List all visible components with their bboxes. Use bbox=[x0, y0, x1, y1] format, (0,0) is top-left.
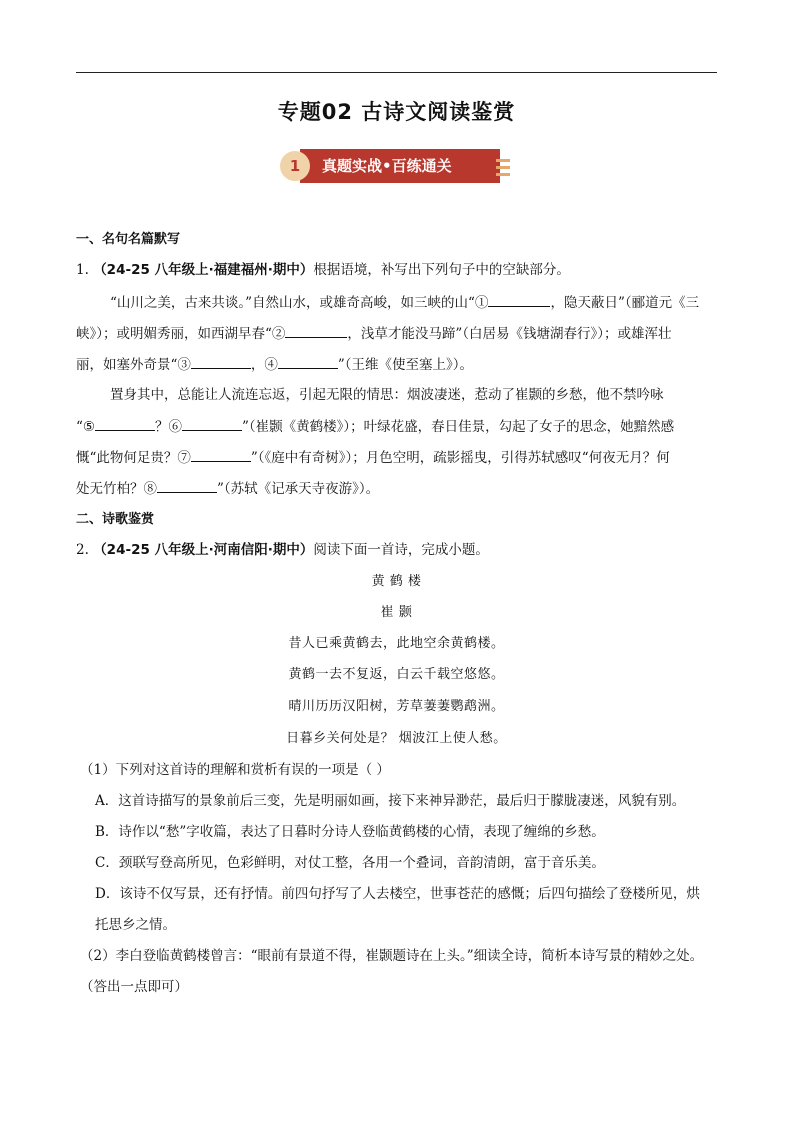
text-segment: ”（《庭中有奇树》）；月色空明，疏影摇曳，引得苏轼感叹“何夜无月？何 bbox=[250, 450, 670, 466]
poem-author: 崔 颢 bbox=[380, 605, 413, 620]
text-segment: ，④ bbox=[250, 357, 278, 373]
banner-decoration bbox=[496, 159, 510, 162]
q1-text-line bbox=[76, 354, 726, 375]
q1-text-line bbox=[110, 292, 760, 313]
option-a[interactable]: A．这首诗描写的景象前后三变，先是明丽如画，接下来神异渺茫，最后归于朦胧凄迷，风貌有别。 bbox=[95, 793, 686, 809]
text-segment: ”（王维《使至塞上》）。 bbox=[337, 357, 474, 373]
text-segment: ？⑥ bbox=[155, 419, 183, 435]
text-segment: 慨“此物何足贵？⑦ bbox=[76, 450, 191, 466]
answer-blank-7[interactable] bbox=[191, 447, 251, 462]
text-segment: ”（崔颢《黄鹤楼》）；叶绿花盛，春日佳景，勾起了女子的思念，她黯然感 bbox=[242, 419, 675, 435]
sub-question-2: （2）李白登临黄鹤楼曾言：“眼前有景道不得，崔颢题诗在上头。”细读全诗，简析本诗写景的精妙之处。 bbox=[80, 948, 704, 964]
banner-number-badge: 1 bbox=[280, 151, 310, 181]
answer-blank-5[interactable] bbox=[95, 416, 155, 431]
banner-label: 真题实战•百练通关 bbox=[322, 157, 452, 175]
question-source: （24-25 八年级上·河南信阳·期中） bbox=[93, 542, 314, 558]
sub-question-2-note: （答出一点即可） bbox=[80, 979, 188, 995]
answer-blank-3[interactable] bbox=[191, 354, 251, 369]
text-segment: “⑤ bbox=[76, 419, 96, 435]
text-segment: “山川之美，古来共谈。”自然山水，或雄奇高峻，如三峡的山“① bbox=[110, 295, 489, 311]
text-segment: ，隐天蔽日”（郦道元《三 bbox=[550, 295, 700, 311]
poem-line: 日暮乡关何处是？ 烟波江上使人愁。 bbox=[286, 731, 507, 746]
section-heading-2: 二、诗歌鉴赏 bbox=[76, 512, 155, 527]
banner-decoration bbox=[496, 166, 510, 169]
option-d[interactable]: D．该诗不仅写景，还有抒情。前四句抒写了人去楼空，世事苍茫的感慨；后四句描绘了登楼所见，烘 bbox=[95, 886, 700, 902]
question-2-header bbox=[76, 540, 726, 560]
header-rule bbox=[76, 72, 717, 73]
option-c[interactable]: C．颈联写登高所见，色彩鲜明，对仗工整，各用一个叠词，音韵清朗，富于音乐美。 bbox=[95, 855, 605, 871]
q1-text-line bbox=[76, 447, 726, 468]
question-prompt: 根据语境，补写出下列句子中的空缺部分。 bbox=[313, 262, 570, 278]
banner-decoration bbox=[496, 173, 510, 176]
poem-line: 黄鹤一去不复返，白云千载空悠悠。 bbox=[288, 667, 505, 682]
text-segment: ”（苏轼《记承天寺夜游》）。 bbox=[217, 481, 380, 497]
text-segment: 丽，如塞外奇景“③ bbox=[76, 357, 191, 373]
question-1-header bbox=[76, 260, 726, 280]
poem-line: 昔人已乘黄鹤去，此地空余黄鹤楼。 bbox=[288, 636, 505, 651]
page-title: 专题02 古诗文阅读鉴赏 bbox=[277, 100, 516, 124]
poem-title: 黄 鹤 楼 bbox=[371, 574, 422, 589]
q1-text-line bbox=[76, 416, 726, 437]
q1-text-line: 置身其中，总能让人流连忘返，引起无限的情思：烟波凄迷，惹动了崔颢的乡愁，他不禁吟咏 bbox=[110, 387, 664, 403]
answer-blank-8[interactable] bbox=[157, 478, 217, 493]
poem-line: 晴川历历汉阳树，芳草萋萋鹦鹉洲。 bbox=[288, 699, 505, 714]
sub-question-1: （1）下列对这首诗的理解和赏析有误的一项是（ ） bbox=[80, 762, 390, 778]
question-source: （24-25 八年级上·福建福州·期中） bbox=[93, 262, 314, 278]
text-segment: 峡》）；或明媚秀丽，如西湖早春“② bbox=[76, 326, 286, 342]
answer-blank-4[interactable] bbox=[278, 354, 338, 369]
answer-blank-6[interactable] bbox=[182, 416, 242, 431]
option-b[interactable]: B．诗作以“愁”字收篇，表达了日暮时分诗人登临黄鹤楼的心情，表现了缠绵的乡愁。 bbox=[95, 824, 605, 840]
q1-text-line bbox=[76, 478, 726, 499]
text-segment: 处无竹柏？⑧ bbox=[76, 481, 157, 497]
question-number: 2. bbox=[76, 542, 89, 558]
question-prompt: 阅读下面一首诗，完成小题。 bbox=[313, 542, 489, 558]
q1-text-line bbox=[76, 323, 726, 344]
question-number: 1. bbox=[76, 262, 89, 278]
section-heading-1: 一、名句名篇默写 bbox=[76, 232, 181, 247]
option-d-continued: 托思乡之情。 bbox=[95, 917, 176, 933]
text-segment: ，浅草才能没马蹄”（白居易《钱塘湖春行》）；或雄浑壮 bbox=[347, 326, 672, 342]
section-banner bbox=[280, 147, 512, 185]
answer-blank-1[interactable] bbox=[488, 292, 550, 307]
answer-blank-2[interactable] bbox=[285, 323, 347, 338]
